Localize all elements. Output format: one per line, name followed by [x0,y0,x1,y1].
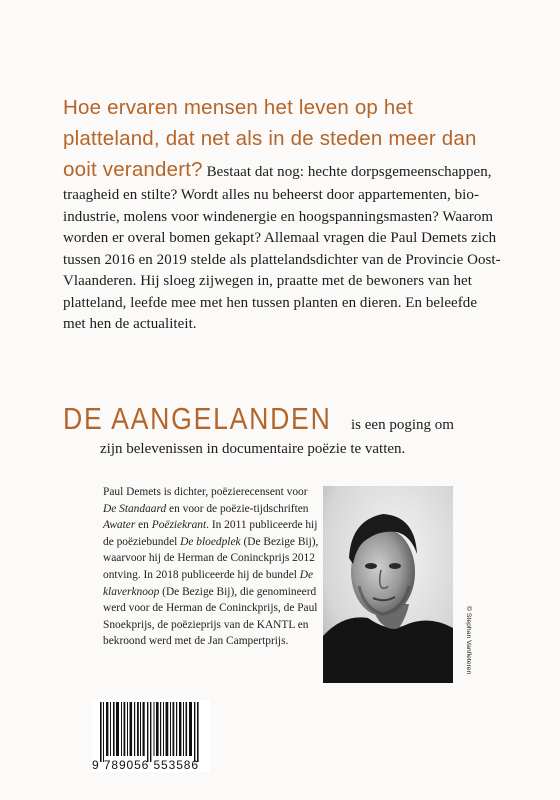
photo-credit: © Stephan Vanfleteren [465,606,472,675]
author-portrait-image [323,486,453,683]
blurb-highlight: Hoe ervaren mensen het leven op het platteland, dat net als in de steden meer dan ooit verandert? [63,96,477,181]
bio-text: . In 2011 publiceerde hij de poëziebundel [103,519,318,548]
bio-text: (De Bezige Bij), waarvoor hij de Herman de Coninckprijs 2012 ontving. In 2018 publiceerde hij de bundel [103,535,319,581]
barcode [92,700,210,772]
title-tagline-part1: is een poging om [351,417,454,433]
barcode-bars [92,700,210,762]
author-photo [323,486,453,683]
bio-text: Paul Demets is dichter, poëzierecensent voor [103,486,308,498]
blurb-body: Bestaat dat nog: hechte dorpsgemeenschappen, traagheid en stilte? Wordt alles nu beheerst door appartementen, bio-industrie, molens voor windenergie en hoogspanningsmasten? Waarom worden er overal bomen gekapt? Allemaal vragen die Paul Demets zich tussen 2016 en 2019 stelde als plattelandsdichter van de Provincie Oost-Vlaanderen. Hij sloeg zijwegen in, praatte met de bewoners van het platteland, leefde mee met hen tussen planten en dieren. En beleefde met hen de actualiteit. [63,164,501,332]
bio-title-de-standaard: De Standaard [103,502,167,515]
author-bio [103,484,319,650]
blurb-paragraph [63,92,503,336]
bio-text: en [135,519,152,532]
bio-title-poeziekrant: Poëziekrant [151,519,207,532]
bio-title-awater: Awater [103,519,136,532]
bio-title-de-bloedplek: De bloedplek [180,535,241,548]
bio-title-de-klaverknoop: De klaverknoop [103,568,314,598]
bio-text: en voor de poëzie-tijdschriften [166,502,309,515]
book-title: DE AANGELANDEN [63,401,332,436]
title-section [63,403,503,460]
isbn-number: 9 789056 553586 [92,758,199,772]
title-tagline-part2: zijn belevenissen in documentaire poëzie te vatten. [100,441,406,457]
bio-text: (De Bezige Bij), die genomineerd werd voor de Herman de Coninckprijs, de Paul Snoekprijs, de poëzieprijs van de KANTL en bekroond werd met de Jan Campertprijs. [103,585,318,648]
